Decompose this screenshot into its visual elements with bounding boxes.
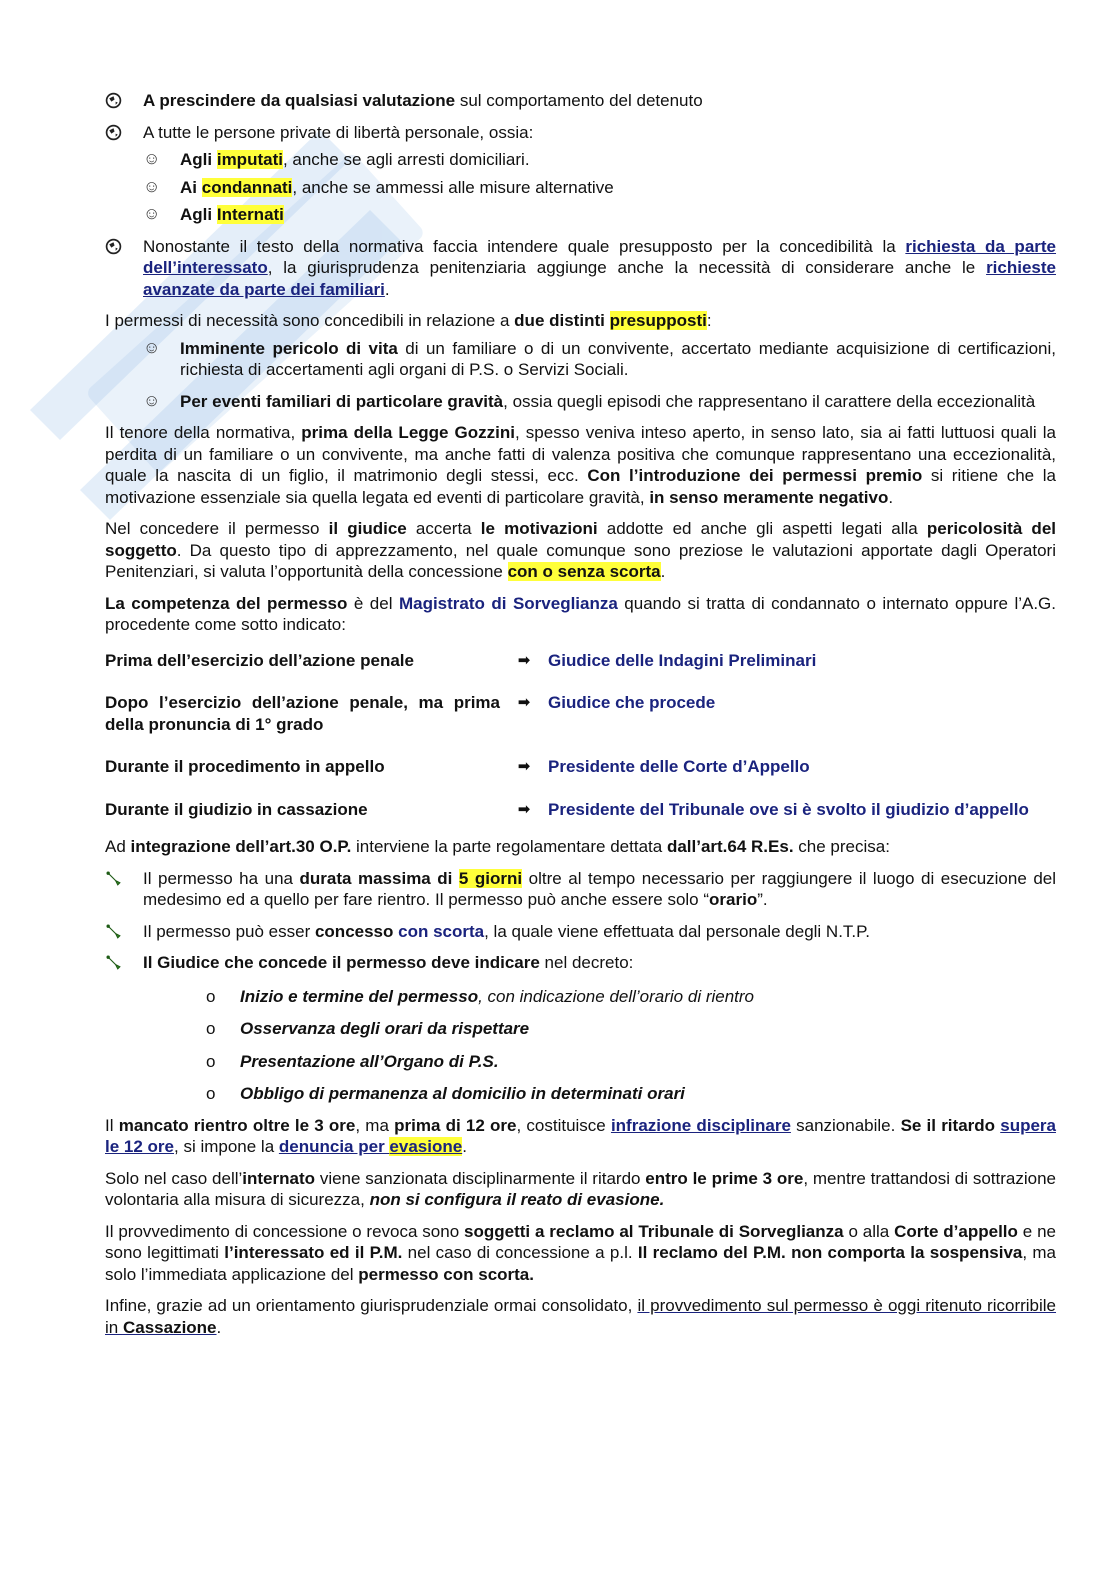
sub-pre: Ai — [180, 177, 202, 197]
bullet-item — [105, 122, 1056, 144]
bullet-text: sul comportamento del detenuto — [455, 91, 703, 110]
highlight: condannati — [201, 177, 293, 197]
bullet-item: Il permesso ha una durata massima di 5 giorni oltre al tempo necessario per raggiungere il luogo di esecuzione del medesimo ed a quello per fare rientro. Il permesso può anche essere solo “orario”. — [105, 868, 1056, 911]
right-arrow-icon: ➡ — [517, 651, 531, 669]
competence-table — [105, 650, 1056, 821]
obligation-item: o Osservanza degli orari da rispettare — [206, 1019, 530, 1038]
sub-text: , anche se agli arresti domiciliari. — [282, 150, 530, 169]
table-left: Durante il giudizio in cassazione — [105, 799, 368, 819]
sub-item — [105, 338, 1056, 381]
table-left: Prima dell’esercizio dell’azione penale — [105, 650, 414, 670]
right-arrow-icon: ➡ — [517, 800, 531, 818]
table-right: Presidente del Tribunale ove si è svolto il giudizio d’appello — [548, 799, 1029, 819]
sub-item — [105, 204, 1056, 226]
paragraph-infine: Infine, grazie ad un orientamento giurisprudenziale ormai consolidato, il provvedimento sul permesso è oggi ritenuto ricorribile in Cassazione. — [105, 1296, 1057, 1337]
bullet-item: Il permesso può esser concesso con scorta, la quale viene effettuata dal personale degli N.T.P. — [105, 921, 1056, 943]
circle-bullet-icon: o — [206, 1051, 216, 1071]
paragraph-integrazione: Ad integrazione dell’art.30 O.P. interviene la parte regolamentare dettata dall’art.64 R.Es. che precisa: — [105, 837, 890, 856]
pencil-icon — [105, 870, 122, 887]
right-arrow-icon: ➡ — [517, 758, 531, 775]
paragraph-tenore: Il tenore della normativa, prima della Legge Gozzini, spesso veniva inteso aperto, in senso lato, sia ai fatti luttuosi quali la perdita di un familiare o un convivente, ma anche fatti di valenza positiva che comunque rappresentano una eccezionalità, quale la nascita di un figlio, il matrimonio degli stessi, ecc. Con l’introduzione dei permessi premio si ritiene che la motivazione essenziale sia quella legata ed eventi di particolare gravità, in senso meramente negativo. — [105, 423, 1056, 507]
pencil-icon — [105, 954, 122, 971]
table-right: Giudice che procede — [548, 693, 716, 712]
smiley-icon: ☺ — [143, 390, 161, 410]
globe-icon — [105, 124, 122, 141]
sub-text: , anche se ammessi alle misure alternative — [292, 177, 614, 197]
bullet-item — [105, 236, 1056, 301]
bullet-text: . — [384, 279, 390, 299]
sub-item — [105, 391, 1056, 413]
sub-text: di un familiare o di un convivente, accertato mediante acquisizione di certificazioni, richiesta di accertamenti agli organi di P.S. o Servizi Sociali. — [180, 338, 1056, 379]
underlined-bold: richiesta da parte dell’interessato — [143, 236, 1057, 277]
sub-bold: Imminente pericolo di vita — [180, 338, 398, 358]
paragraph-presupposti: I permessi di necessità sono concedibili in relazione a due distinti presupposti: — [105, 311, 712, 330]
bullet-text: Nonostante il testo della normativa faccia intendere quale presupposto per la concedibilità la — [143, 236, 906, 256]
paragraph-provvedimento: Il provvedimento di concessione o revoca sono soggetti a reclamo al Tribunale di Sorveglianza o alla Corte d’appello e ne sono legittimati l’interessato ed il P.M. nel caso di concessione a p.l. Il reclamo del P.M. non comporta la sospensiva, ma solo l’immediata applicazione del permesso con scorta. — [105, 1221, 1057, 1284]
globe-icon — [105, 92, 122, 109]
sub-text: , ossia quegli episodi che rappresentano il carattere della eccezionalità — [503, 391, 1036, 411]
paragraph-mancato-rientro: Il mancato rientro oltre le 3 ore, ma prima di 12 ore, costituisce infrazione disciplinare sanzionabile. Se il ritardo supera le 12 ore, si impone la denuncia per evasione. — [105, 1115, 1056, 1156]
right-arrow-icon: ➡ — [517, 694, 531, 711]
pencil-icon — [105, 923, 122, 940]
document-page — [105, 90, 1056, 1348]
underlined-bold: richieste avanzate da parte dei familiari — [143, 258, 1056, 299]
sub-pre: Agli — [180, 205, 217, 224]
paragraph-concedere: Nel concedere il permesso il giudice accerta le motivazioni addotte ed anche gli aspetti legati alla pericolosità del soggetto. Da questo tipo di apprezzamento, nel quale comunque sono preziose le valutazioni apportate dagli Operatori Penitenziari, si valuta l’opportunità della concessione con o senza scorta. — [105, 519, 1056, 581]
smiley-icon: ☺ — [143, 337, 161, 357]
obligation-item: o Presentazione all’Organo di P.S. — [206, 1051, 499, 1071]
sub-bold: Per eventi familiari di particolare gravità — [180, 391, 504, 411]
circle-bullet-icon: o — [206, 1084, 216, 1103]
bullet-text: , la giurisprudenza penitenziaria aggiunge anche la necessità di considerare anche le — [267, 258, 987, 277]
circle-bullet-icon: o — [206, 1019, 216, 1038]
sub-pre: Agli — [180, 150, 217, 169]
sub-item — [105, 149, 1056, 171]
table-right: Presidente delle Corte d’Appello — [548, 757, 810, 776]
bullet-bold: A prescindere da qualsiasi valutazione — [143, 91, 456, 110]
highlight: Internati — [216, 205, 284, 224]
table-right: Giudice delle Indagini Preliminari — [548, 650, 817, 670]
bullet-item — [105, 90, 1056, 112]
smiley-icon: ☺ — [143, 149, 161, 168]
table-left: Dopo l’esercizio dell’azione penale, ma prima della pronuncia di 1° grado — [105, 693, 500, 734]
highlight: imputati — [216, 150, 283, 169]
obligation-item: o Obbligo di permanenza al domicilio in determinati orari — [206, 1084, 685, 1103]
globe-icon — [105, 238, 122, 255]
sub-item — [105, 177, 1056, 199]
smiley-icon: ☺ — [143, 204, 161, 223]
obligation-item: o Inizio e termine del permesso, con indicazione dell’orario di rientro — [206, 986, 755, 1006]
bullet-item: Il Giudice che concede il permesso deve indicare nel decreto: — [105, 952, 1056, 974]
circle-bullet-icon: o — [206, 986, 216, 1006]
smiley-icon: ☺ — [143, 176, 161, 196]
bullet-text: A tutte le persone private di libertà personale, ossia: — [143, 122, 534, 142]
paragraph-internato: Solo nel caso dell’internato viene sanzionata disciplinarmente il ritardo entro le prime 3 ore, mentre trattandosi di sottrazione volontaria alla misura di sicurezza, non si configura il reato di evasione. — [105, 1168, 1056, 1209]
paragraph-competenza: La competenza del permesso è del Magistrato di Sorveglianza quando si tratta di condannato o internato oppure l’A.G. procedente come sotto indicato: — [105, 593, 1057, 634]
table-left: Durante il procedimento in appello — [105, 757, 385, 776]
